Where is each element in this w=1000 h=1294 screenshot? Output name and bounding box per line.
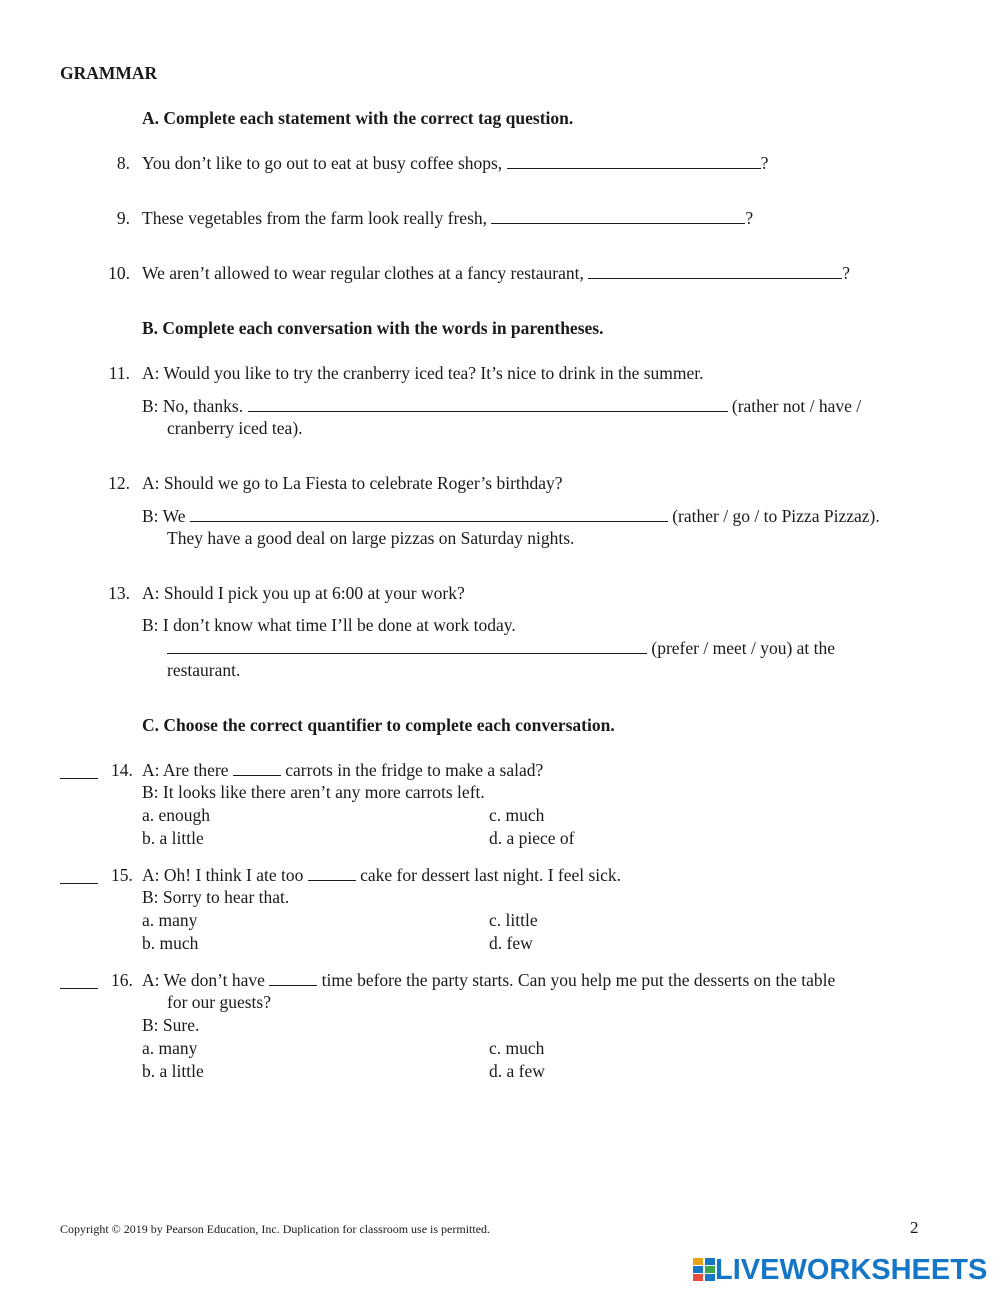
item-16-a-post: time before the party starts. Can you help me put the desserts on the table [321, 970, 836, 990]
item-14-option-a[interactable]: a. enough [142, 805, 211, 825]
item-9-text: These vegetables from the farm look really fresh, [142, 208, 488, 228]
item-14-option-b[interactable]: b. a little [142, 828, 204, 848]
item-13-number: 13. [108, 583, 130, 603]
item-15-option-a[interactable]: a. many [142, 910, 198, 930]
item-16-option-c[interactable]: c. much [489, 1038, 545, 1058]
item-11-hint: (rather not / have / [731, 396, 862, 416]
page-number: 2 [910, 1218, 919, 1237]
item-14-option-d[interactable]: d. a piece of [489, 828, 575, 848]
item-9-number: 9. [116, 208, 130, 228]
item-14-line-a [142, 759, 543, 781]
item-11-answer-blank[interactable] [248, 396, 728, 412]
item-15-a-pre: A: Oh! I think I ate too [142, 865, 304, 885]
item-12-b-start: B: We [142, 506, 186, 526]
item-13-line-a: A: Should I pick you up at 6:00 at your work? [142, 583, 465, 603]
section-c-title: C. Choose the correct quantifier to complete each conversation. [142, 715, 615, 735]
item-16-gap [269, 970, 317, 986]
item-11-b-start: B: No, thanks. [142, 396, 244, 416]
item-12-number: 12. [108, 473, 130, 493]
item-15-a-post: cake for dessert last night. I feel sick. [360, 865, 622, 885]
item-10-number: 10. [108, 263, 130, 283]
item-15-option-c[interactable]: c. little [489, 910, 538, 930]
item-10-answer-blank[interactable] [588, 263, 842, 279]
section-b-title: B. Complete each conversation with the words in parentheses. [142, 318, 604, 338]
item-16-answer-line[interactable] [60, 987, 98, 989]
item-14-gap [233, 760, 281, 776]
item-8 [142, 152, 768, 174]
item-15-number: 15. [111, 865, 133, 885]
item-8-end: ? [760, 153, 769, 173]
logo-text: LIVEWORKSHEETS [715, 1254, 988, 1286]
item-12-continuation: They have a good deal on large pizzas on Saturday nights. [167, 528, 575, 548]
item-15-line-a [142, 864, 621, 886]
item-8-text: You don’t like to go out to eat at busy coffee shops, [142, 153, 503, 173]
item-9 [142, 207, 753, 229]
item-9-end: ? [745, 208, 754, 228]
item-16-option-a[interactable]: a. many [142, 1038, 198, 1058]
item-8-answer-blank[interactable] [507, 153, 761, 169]
item-16-number: 16. [111, 970, 133, 990]
item-12-hint: (rather / go / to Pizza Pizzaz). [672, 506, 880, 526]
item-15-line-b: B: Sorry to hear that. [142, 887, 290, 907]
item-13-hint: (prefer / meet / you) at the [651, 638, 836, 658]
item-16-line-a [142, 969, 835, 991]
item-14-answer-line[interactable] [60, 777, 98, 779]
item-15-option-d[interactable]: d. few [489, 933, 533, 953]
item-16-option-b[interactable]: b. a little [142, 1061, 204, 1081]
item-10-end: ? [842, 263, 851, 283]
item-15-option-b[interactable]: b. much [142, 933, 199, 953]
logo-blocks-icon [693, 1258, 715, 1282]
page-heading: GRAMMAR [60, 63, 158, 83]
item-11-number: 11. [108, 363, 130, 383]
item-9-answer-blank[interactable] [491, 208, 745, 224]
item-14-a-pre: A: Are there [142, 760, 229, 780]
item-13-continuation: restaurant. [167, 660, 241, 680]
section-a-title: A. Complete each statement with the correct tag question. [142, 108, 574, 128]
item-13-answer-blank[interactable] [167, 638, 647, 654]
item-12-line-b [142, 505, 880, 527]
item-11-line-a: A: Would you like to try the cranberry iced tea? It’s nice to drink in the summer. [142, 363, 704, 383]
copyright-footer: Copyright © 2019 by Pearson Education, Inc. Duplication for classroom use is permitted. [60, 1222, 491, 1236]
item-14-number: 14. [111, 760, 133, 780]
item-11-continuation: cranberry iced tea). [167, 418, 303, 438]
liveworksheets-logo[interactable] [693, 1255, 987, 1285]
item-12-answer-blank[interactable] [190, 506, 668, 522]
item-16-line-b: B: Sure. [142, 1015, 200, 1035]
item-10 [142, 262, 850, 284]
item-16-option-d[interactable]: d. a few [489, 1061, 545, 1081]
item-13-line-b: B: I don’t know what time I’ll be done at work today. [142, 615, 516, 635]
item-12-line-a: A: Should we go to La Fiesta to celebrate Roger’s birthday? [142, 473, 563, 493]
item-15-answer-line[interactable] [60, 882, 98, 884]
item-14-option-c[interactable]: c. much [489, 805, 545, 825]
item-11-line-b [142, 395, 861, 417]
item-16-a-pre: A: We don’t have [142, 970, 265, 990]
item-13-line-b2 [167, 637, 835, 659]
item-14-line-b: B: It looks like there aren’t any more carrots left. [142, 782, 485, 802]
item-15-gap [308, 865, 356, 881]
item-16-continuation: for our guests? [167, 992, 272, 1012]
item-14-a-post: carrots in the fridge to make a salad? [285, 760, 544, 780]
item-8-number: 8. [116, 153, 130, 173]
item-10-text: We aren’t allowed to wear regular clothes at a fancy restaurant, [142, 263, 584, 283]
